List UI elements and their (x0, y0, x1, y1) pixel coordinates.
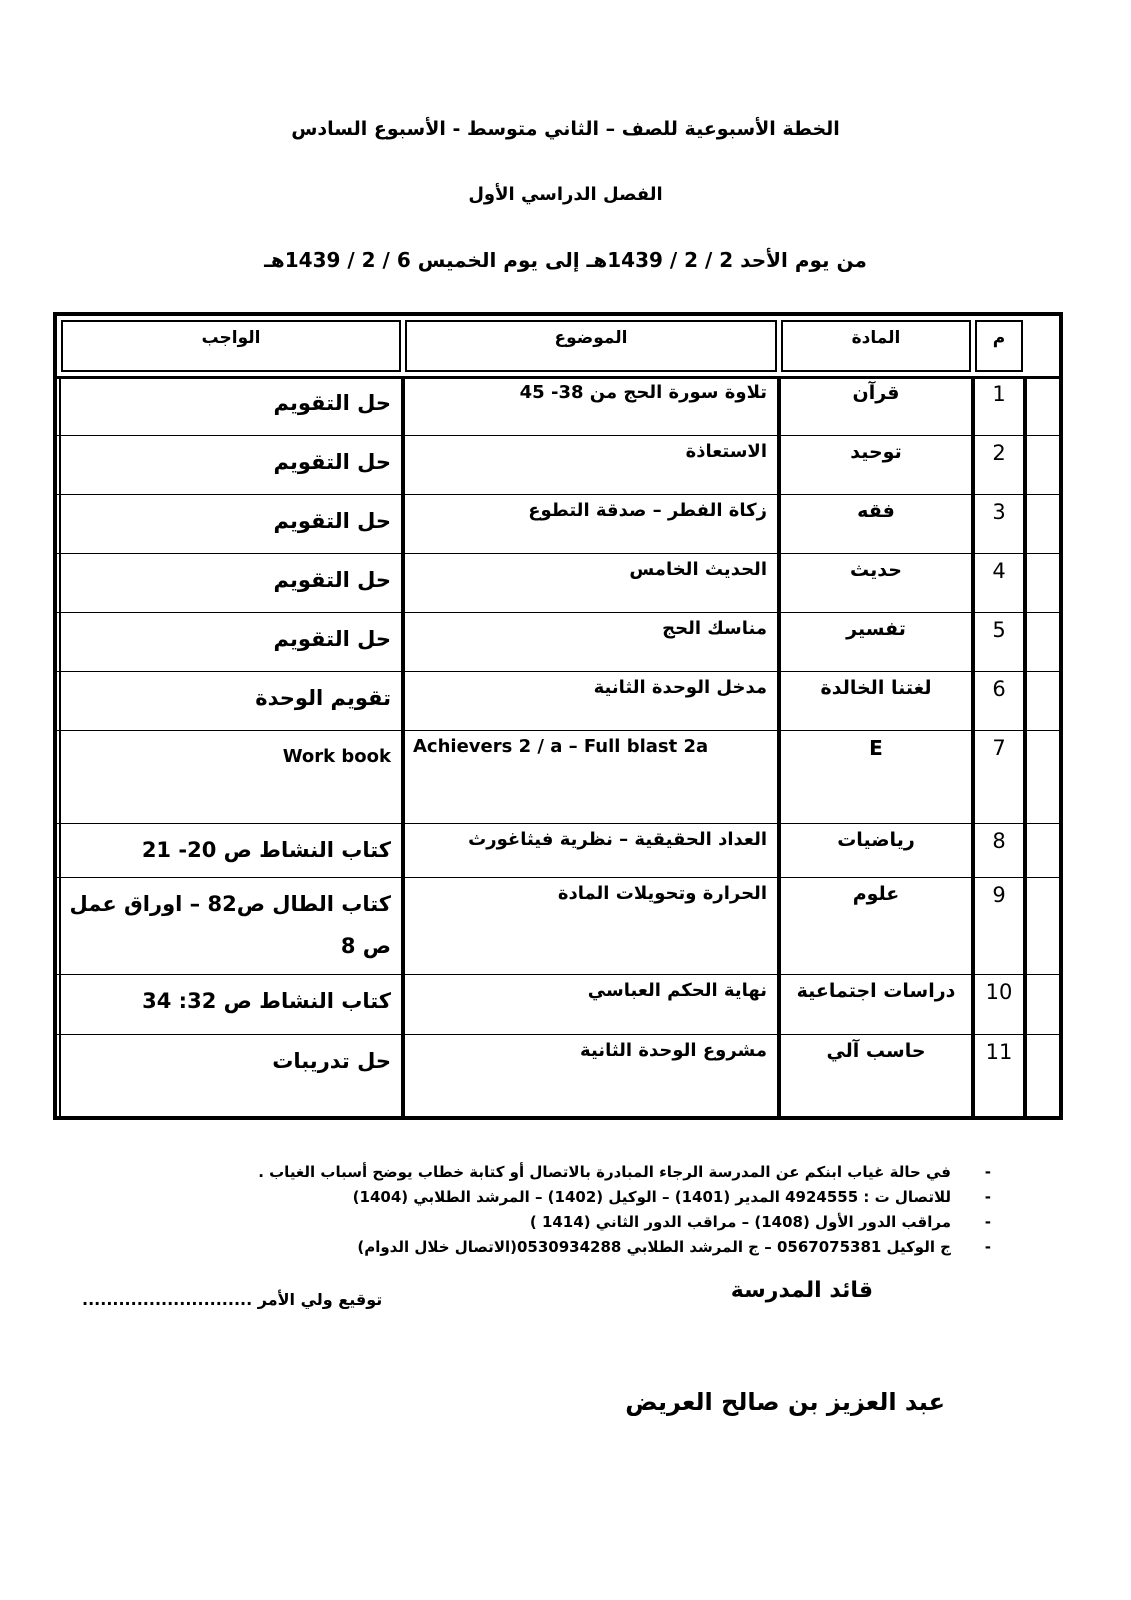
cell-num: 6 (992, 677, 1006, 701)
cell-homework: كتاب الطال ص82 – اوراق عمل ص 8 (69, 892, 391, 958)
header-homework: الواجب (61, 320, 401, 372)
cell-subject: توحيد (850, 441, 902, 463)
cell-homework: Work book (282, 746, 391, 767)
note-mobile-numbers: - ج الوكيل 0567075381 – ج المرشد الطلابي 0530934288(الاتصال خلال الدوام) (91, 1235, 991, 1260)
cell-homework: حل التقويم (273, 450, 391, 474)
semester-label: الفصل الدراسي الأول (468, 184, 663, 205)
header-topic: الموضوع (405, 320, 777, 372)
cell-homework: حل التقويم (273, 627, 391, 651)
cell-homework: حل التقويم (273, 509, 391, 533)
table-row (57, 730, 1059, 823)
notes-list (91, 1160, 991, 1260)
cell-subject: تفسير (846, 618, 906, 640)
cell-num: 5 (992, 618, 1006, 642)
table-row (57, 612, 1059, 671)
table-row (57, 1034, 1059, 1090)
cell-homework: حل تدريبات (272, 1049, 391, 1073)
table-row (57, 877, 1059, 974)
cell-topic: نهاية الحكم العباسي (587, 980, 767, 1001)
table-row (57, 553, 1059, 612)
cell-num: 10 (985, 980, 1013, 1004)
cell-subject: لغتنا الخالدة (820, 677, 932, 699)
note-contact: - للاتصال ت : 4924555 المدير (1401) – الوكيل (1402) – المرشد الطلابي (1404) (91, 1185, 991, 1210)
cell-num: 7 (992, 736, 1006, 760)
cell-topic: مناسك الحج (662, 618, 767, 639)
table-row (57, 494, 1059, 553)
cell-topic: الحرارة وتحويلات المادة (557, 883, 767, 904)
cell-subject: حاسب آلي (826, 1040, 926, 1062)
header-subject: المادة (781, 320, 971, 372)
page-title: الخطة الأسبوعية للصف – الثاني متوسط - الأسبوع السادس (291, 118, 840, 140)
cell-topic: Achievers 2 / a – Full blast 2a (413, 736, 709, 757)
cell-topic: مشروع الوحدة الثانية (580, 1040, 767, 1061)
cell-subject: فقه (857, 500, 895, 522)
weekly-plan-table (53, 312, 1063, 1120)
cell-homework: حل التقويم (273, 391, 391, 415)
cell-num: 4 (992, 559, 1006, 583)
cell-homework: كتاب النشاط ص 32: 34 (142, 989, 391, 1013)
table-row (57, 974, 1059, 1034)
table-row (57, 671, 1059, 730)
note-absence: - في حالة غياب ابنكم عن المدرسة الرجاء المبادرة بالاتصال أو كتابة خطاب يوضح أسباب الغياب . (91, 1160, 991, 1185)
cell-topic: تلاوة سورة الحج من 38- 45 (519, 382, 767, 403)
principal-title: قائد المدرسة (730, 1278, 873, 1303)
cell-subject: قرآن (852, 382, 900, 404)
cell-num: 2 (992, 441, 1006, 465)
cell-topic: الاستعاذة (685, 441, 767, 462)
cell-num: 8 (992, 829, 1006, 853)
cell-subject: E (869, 736, 883, 760)
cell-num: 3 (992, 500, 1006, 524)
cell-subject: علوم (852, 883, 900, 905)
cell-topic: الحديث الخامس (629, 559, 767, 580)
cell-num: 9 (992, 883, 1006, 907)
cell-subject: رياضيات (837, 829, 915, 851)
cell-topic: زكاة الفطر – صدقة التطوع (528, 500, 767, 521)
cell-homework: حل التقويم (273, 568, 391, 592)
cell-subject: حديث (850, 559, 902, 581)
table-row (57, 435, 1059, 494)
cell-num: 11 (985, 1040, 1013, 1064)
table-row (57, 823, 1059, 877)
header-num: م (975, 320, 1023, 372)
table-row (57, 376, 1059, 435)
cell-topic: العداد الحقيقية – نظرية فيثاغورث (468, 829, 767, 850)
cell-topic: مدخل الوحدة الثانية (593, 677, 767, 698)
date-range: من يوم الأحد 2 / 2 / 1439هـ إلى يوم الخميس 6 / 2 / 1439هـ (264, 248, 867, 272)
cell-num: 1 (992, 382, 1006, 406)
guardian-signature: توقيع ولي الأمر ............................ (82, 1290, 383, 1309)
cell-homework: كتاب النشاط ص 20- 21 (141, 838, 391, 862)
table-body (57, 376, 1059, 1116)
cell-subject: دراسات اجتماعية (796, 980, 956, 1002)
cell-homework: تقويم الوحدة (255, 686, 391, 710)
note-floor-supervisors: - مراقب الدور الأول (1408) – مراقب الدور الثاني (1414 ) (91, 1210, 991, 1235)
principal-name: عبد العزيز بن صالح العريض (625, 1388, 945, 1416)
